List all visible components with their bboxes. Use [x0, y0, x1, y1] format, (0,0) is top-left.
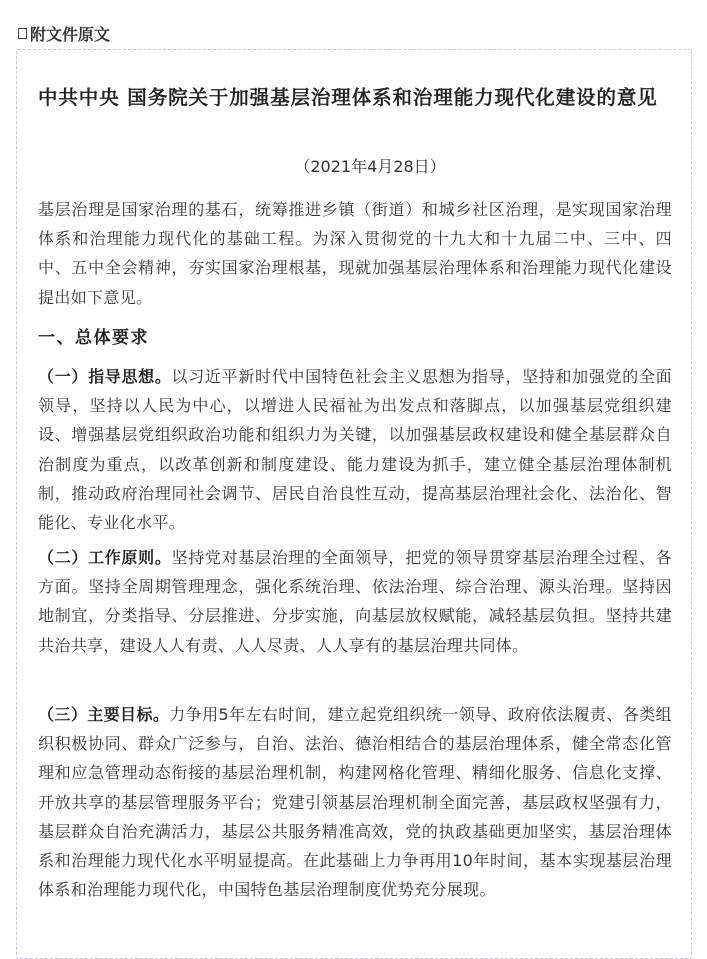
document-content-box [16, 49, 692, 959]
intro-paragraph: 基层治理是国家治理的基石，统筹推进乡镇（街道）和城乡社区治理，是实现国家治理体系和治理能力现代化的基础工程。为深入贯彻党的十九大和十九届二中、三中、四中、五中全会精神，夯实国家治理根基，现就加强基层治理体系和治理能力现代化建设提出如下意见。 [38, 200, 672, 307]
paragraph-body: 力争用5年左右时间，建立起党组织统一领导、政府依法履责、各类组织积极协同、群众广泛参与，自治、法治、德治相结合的基层治理体系，健全常态化管理和应急管理动态衔接的基层治理机制，构建网格化管理、精细化服务、信息化支撑、开放共享的基层管理服务平台；党建引领基层治理机制全面完善，基层政权坚强有力，基层群众自治充满活力，基层公共服务精准高效，党的执政基础更加坚实，基层治理体系和治理能力现代化水平明显提高。在此基础上力争再用10年时间，基本实现基层治理体系和治理能力现代化，中国特色基层治理制度优势充分展现。 [38, 705, 672, 900]
paragraph-main-goals [38, 700, 672, 904]
section-heading-general-requirements: 一、总体要求 [38, 328, 149, 348]
paragraph-body: 坚持党对基层治理的全面领导，把党的领导贯穿基层治理全过程、各方面。坚持全周期管理理念，强化系统治理、依法治理、综合治理、源头治理。坚持因地制宜，分类指导、分层推进、分步实施，向基层放权赋能，减轻基层负担。坚持共建共治共享，建设人人有责、人人尽责、人人享有的基层治理共同体。 [38, 548, 672, 655]
attachment-section-header [13, 20, 110, 46]
attachment-section-title: 附文件原文 [30, 24, 111, 44]
paragraph-lead: （二）工作原则。 [38, 548, 172, 567]
paragraph-working-principles [38, 543, 672, 660]
paragraph-body: 以习近平新时代中国特色社会主义思想为指导，坚持和加强党的全面领导，坚持以人民为中心，以增进人民福祉为出发点和落脚点，以加强基层党组织建设、增强基层党组织政治功能和组织力为关键，以加强基层政权建设和健全基层群众自治制度为重点，以改革创新和制度建设、能力建设为抓手，建立健全基层治理体制机制，推动政府治理同社会调节、居民自治良性互动，提高基层治理社会化、法治化、智能化、专业化水平。 [38, 367, 672, 533]
document-title: 中共中央 国务院关于加强基层治理体系和治理能力现代化建设的意见 [38, 86, 658, 109]
paragraph-lead: （一）指导思想。 [38, 367, 172, 386]
document-icon [18, 28, 27, 39]
document-date: （2021年4月28日） [294, 157, 446, 176]
paragraph-guiding-ideology [38, 362, 672, 537]
paragraph-lead: （三）主要目标。 [38, 705, 170, 724]
